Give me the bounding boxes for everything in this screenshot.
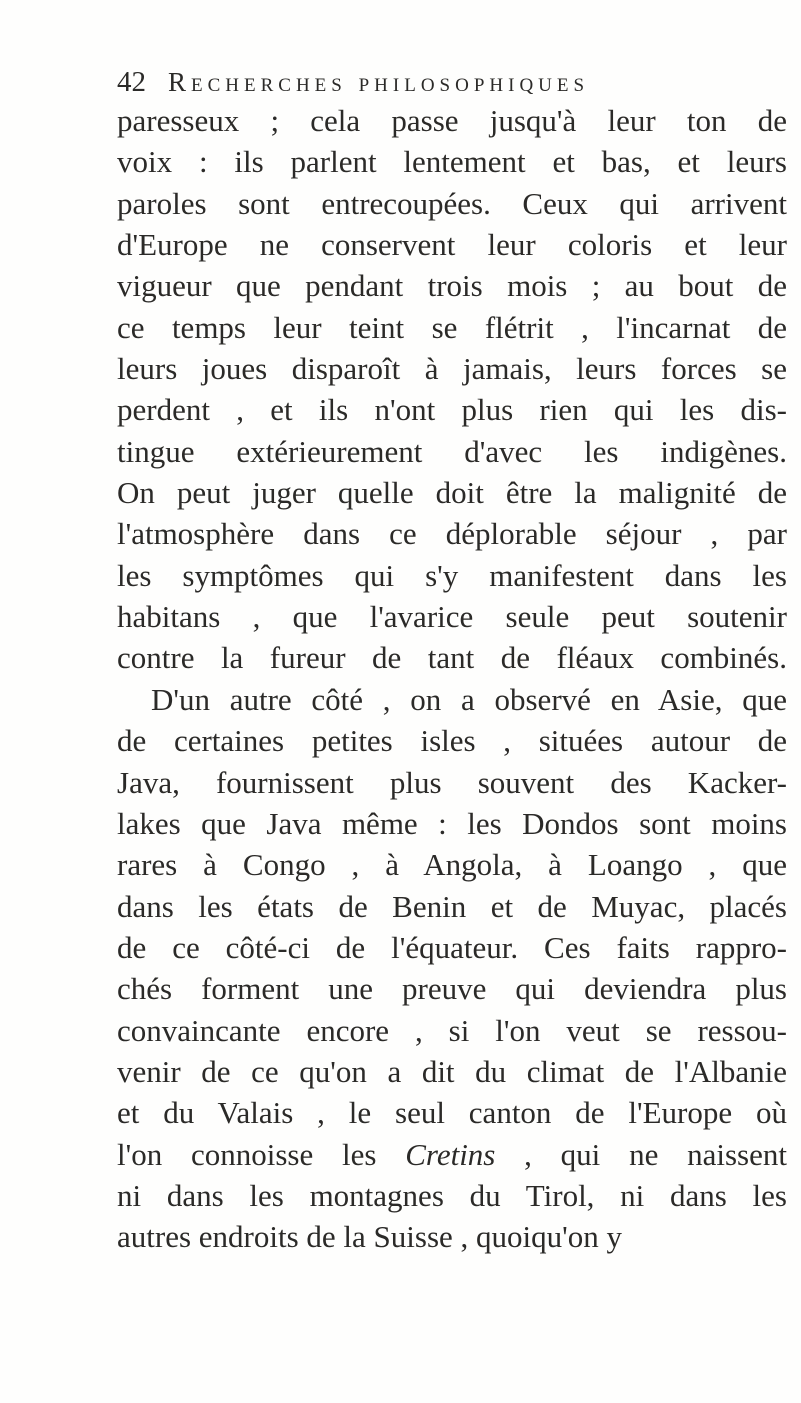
running-title: Recherches philosophiques xyxy=(168,67,590,97)
text-line: vigueur que pendant trois mois ; au bout de xyxy=(117,268,787,304)
text-line: de certaines petites isles , situées autour de xyxy=(117,723,787,759)
text-line: ce temps leur teint se flétrit , l'incarnat de xyxy=(117,309,787,345)
text-line: On peut juger quelle doit être la malignité de xyxy=(117,475,787,511)
text-line: tingue extérieurement d'avec les indigènes. xyxy=(117,433,787,469)
text-line: lakes que Java même : les Dondos sont moins xyxy=(117,805,787,841)
text-segment: l'on connoisse les xyxy=(117,1136,377,1172)
text-line: chés forment une preuve qui deviendra plus xyxy=(117,971,787,1007)
text-line: contre la fureur de tant de fléaux combinés. xyxy=(117,640,787,676)
page-number: 42 xyxy=(117,66,146,98)
text-line: paroles sont entrecoupées. Ceux qui arrivent xyxy=(117,185,787,221)
text-line: convaincante encore , si l'on veut se ressou- xyxy=(117,1012,787,1048)
text-segment: , qui ne naissent xyxy=(524,1136,787,1172)
italic-term: Cretins xyxy=(405,1136,496,1172)
text-line: et du Valais , le seul canton de l'Europe où xyxy=(117,1095,787,1131)
text-line xyxy=(117,1134,787,1175)
text-line: de ce côté-ci de l'équateur. Ces faits rappro- xyxy=(117,929,787,965)
text-line: autres endroits de la Suisse , quoiqu'on y xyxy=(117,1219,622,1255)
text-line: Java, fournissent plus souvent des Kacker- xyxy=(117,764,787,800)
body-text xyxy=(117,100,787,1258)
text-line: rares à Congo , à Angola, à Loango , que xyxy=(117,847,787,883)
text-line: paresseux ; cela passe jusqu'à leur ton de xyxy=(117,103,787,138)
text-line: les symptômes qui s'y manifestent dans les xyxy=(117,557,787,593)
text-line: dans les états de Benin et de Muyac, placés xyxy=(117,888,787,924)
text-line: perdent , et ils n'ont plus rien qui les dis- xyxy=(117,392,787,428)
text-line: l'atmosphère dans ce déplorable séjour , par xyxy=(117,516,787,552)
text-line: D'un autre côté , on a observé en Asie, que xyxy=(151,681,787,717)
text-line: habitans , que l'avarice seule peut soutenir xyxy=(117,599,787,635)
text-line: ni dans les montagnes du Tirol, ni dans les xyxy=(117,1177,787,1213)
text-line: voix : ils parlent lentement et bas, et leurs xyxy=(117,144,787,180)
text-line: d'Europe ne conservent leur coloris et leur xyxy=(117,227,787,263)
text-line: leurs joues disparoît à jamais, leurs forces se xyxy=(117,351,787,387)
text-line: venir de ce qu'on a dit du climat de l'Albanie xyxy=(117,1053,787,1089)
